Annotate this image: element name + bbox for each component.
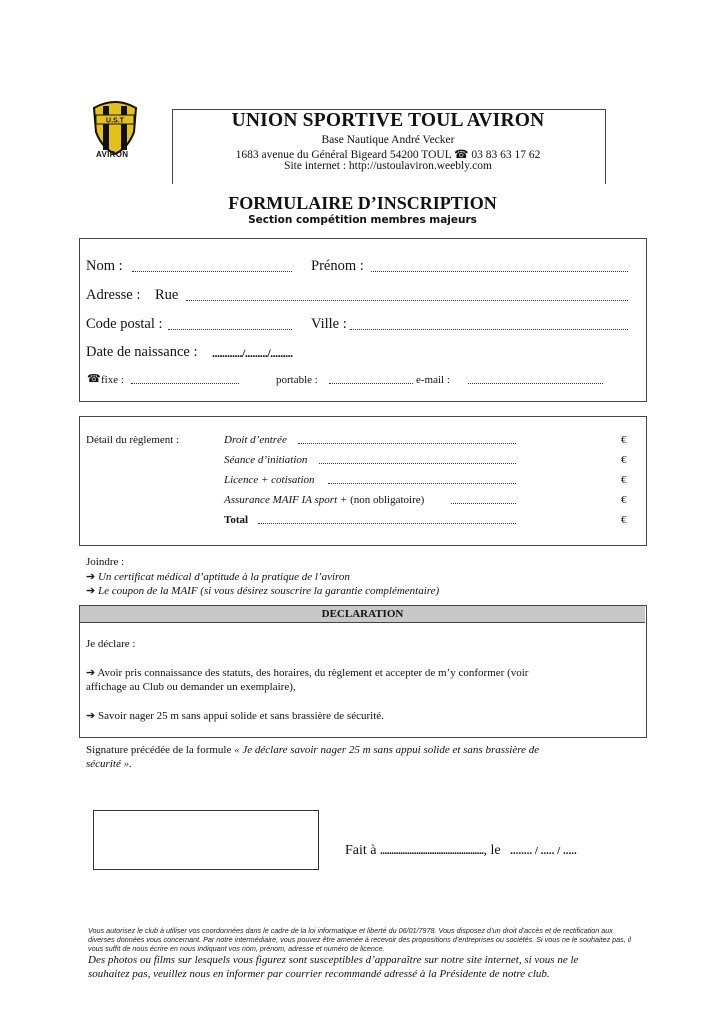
currency-symbol: € — [621, 514, 627, 526]
club-name: UNION SPORTIVE TOUL AVIRON — [231, 110, 545, 131]
naissance-label: Date de naissance : — [86, 344, 198, 360]
currency-symbol: € — [621, 494, 627, 506]
currency-symbol: € — [621, 454, 627, 466]
payment-item-label: Séance d’initiation — [224, 454, 308, 466]
payment-item-suffix: (non obligatoire) — [350, 494, 425, 506]
arrow-right-icon: ➔ — [86, 710, 96, 722]
fait-a-label: Fait à — [345, 843, 377, 858]
arrow-right-icon: ➔ — [86, 585, 96, 597]
photo-notice-line-2: souhaitez pas, veuillez nous en informer par courrier recommandé adressé à la Présidente de notre club. — [88, 968, 550, 980]
header-line-2: 1683 avenue du Général Bigeard 54200 TOUL ☎ 03 83 63 17 62 — [235, 149, 541, 161]
header-line-1: Base Nautique André Vecker — [321, 134, 455, 146]
joindre-item: ➔ Un certificat médical d’aptitude à la pratique de l’aviron — [86, 571, 350, 583]
signature-instruction-cont: sécurité ». — [86, 758, 132, 770]
date-field[interactable]: ........ / ..... / ..... — [510, 845, 577, 857]
currency-symbol: € — [621, 434, 627, 446]
declaration-intro: Je déclare : — [86, 638, 136, 650]
disclaimer-line-1: Vous autorisez le club à utiliser vos coordonnées dans le cadre de la loi informatique et liberté du 06/01/7978. Vous disposez d’un droit d’accès et de rectification aux — [88, 926, 613, 935]
signature-box[interactable] — [93, 810, 319, 870]
ville-field[interactable] — [350, 329, 628, 330]
le-label: , le — [483, 843, 501, 858]
header-line-3: Site internet : http://ustoulaviron.weebly.com — [284, 160, 492, 172]
portable-label: portable : — [276, 374, 318, 386]
payment-item-field[interactable] — [328, 483, 516, 484]
disclaimer-line-2: diverses données vous concernant. Par notre intermédiaire, vous pouvez être amenée à recevoir des propositions d’entreprises ou sociétés. Si vous ne le souhaitez pas, il — [88, 935, 631, 944]
signature-instruction: Signature précédée de la formule « Je déclare savoir nager 25 m sans appui solide et sans brassière de — [86, 744, 540, 756]
payment-item-field[interactable] — [298, 443, 516, 444]
prenom-label: Prénom : — [311, 258, 364, 274]
payment-total-label: Total — [224, 514, 249, 526]
payment-item-label: Droit d’entrée — [224, 434, 287, 446]
fixe-field[interactable] — [131, 383, 239, 384]
email-label: e-mail : — [416, 374, 450, 386]
payment-item-label: Assurance MAIF IA sport + — [224, 494, 348, 506]
portable-field[interactable] — [329, 383, 413, 384]
payment-label: Détail du règlement : — [86, 434, 180, 446]
declaration-item-1-cont: affichage au Club ou demander un exemplaire), — [86, 681, 296, 693]
fait-a-field[interactable]: .............................................. — [380, 845, 484, 857]
arrow-right-icon: ➔ — [86, 667, 96, 679]
prenom-field[interactable] — [371, 271, 628, 272]
payment-total-field[interactable] — [258, 523, 516, 524]
joindre-item: ➔ Le coupon de la MAIF (si vous désirez souscrire la garantie complémentaire) — [86, 585, 440, 597]
phone-icon: ☎ — [87, 373, 101, 385]
joindre-label: Joindre : — [86, 556, 125, 568]
form-title: FORMULAIRE D’INSCRIPTION — [228, 193, 497, 213]
fixe-label: fixe : — [101, 374, 124, 386]
adresse-field[interactable] — [186, 300, 628, 301]
currency-symbol: € — [621, 474, 627, 486]
arrow-right-icon: ➔ — [86, 571, 96, 583]
adresse-label: Adresse : — [86, 287, 141, 303]
crest-letters: U.S.T — [106, 117, 124, 125]
code-postal-label: Code postal : — [86, 316, 163, 332]
rue-label: Rue — [155, 287, 179, 303]
nom-label: Nom : — [86, 258, 123, 274]
email-field[interactable] — [468, 383, 603, 384]
payment-item-field[interactable] — [451, 503, 516, 504]
photo-notice-line-1: Des photos ou films sur lesquels vous figurez sont susceptibles d’apparaître sur notre site internet, si vous ne le — [88, 954, 579, 966]
nom-field[interactable] — [132, 271, 292, 272]
form-subtitle: Section compétition membres majeurs — [248, 214, 477, 226]
declaration-header: DECLARATION — [80, 606, 645, 623]
declaration-item-1: ➔ Avoir pris connaissance des statuts, des horaires, du règlement et accepter de m’y conformer (voir — [86, 667, 529, 679]
code-postal-field[interactable] — [168, 329, 292, 330]
naissance-field[interactable]: ............/........./......... — [212, 346, 293, 360]
fait-a-line — [345, 843, 577, 859]
declaration-item-2: ➔ Savoir nager 25 m sans appui solide et sans brassière de sécurité. — [86, 710, 384, 722]
payment-item-label: Licence + cotisation — [224, 474, 315, 486]
disclaimer-line-3: vous suffit de nous écrire en nous indiquant vos nom, prénom, adresse et numéro de licence. — [88, 944, 385, 953]
payment-item-maif — [224, 494, 424, 506]
payment-item-field[interactable] — [319, 463, 516, 464]
ville-label: Ville : — [311, 316, 347, 332]
logo-text: AVIRON — [96, 150, 129, 159]
